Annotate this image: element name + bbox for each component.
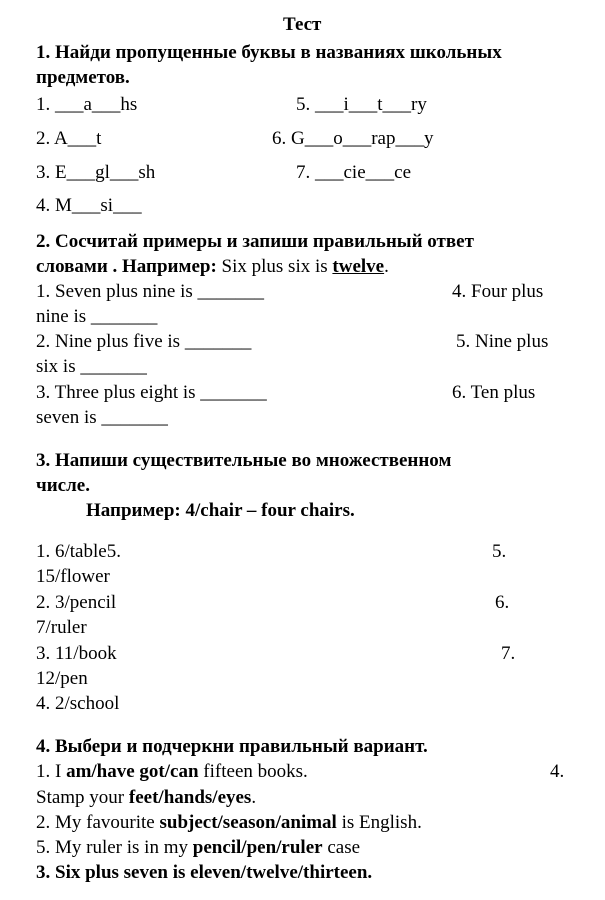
section4-heading: 4. Выбери и подчеркни правильный вариант. [36,736,428,757]
s4-line-5-post: case [322,837,361,858]
example-answer: twelve [332,256,385,277]
s4-line-5-pre: 5. My ruler is in my [36,837,193,858]
s3-line-4: 4. 2/school [36,693,120,714]
s1-item-4: 4. M___si___ [36,195,142,216]
section1-heading-cont: предметов. [36,67,130,88]
s4-line-1-pre: 1. I [36,761,67,782]
s3-line-5: 15/flower [36,566,110,587]
page-title: Тест [283,14,322,35]
s3-line-3: 3. 11/book [36,643,117,664]
s1-item-6: 6. G___o___rap___y [272,128,434,149]
s4-line-4 [36,786,256,810]
s3-line-7: 12/pen [36,668,88,689]
s4-line-1-options: am/have got/can [66,761,199,782]
example-end: . [384,256,389,277]
s3-line-6: 7/ruler [36,617,87,638]
s3-line-1: 1. 6/table5. [36,541,121,562]
s4-line-5-options: pencil/pen/ruler [192,837,323,858]
s2-line-5: 5. Nine plus [456,331,549,352]
section1-heading: 1. Найди пропущенные буквы в названиях школьных [36,42,502,63]
s4-line-5 [36,836,360,860]
s1-item-5: 5. ___i___t___ry [296,94,427,115]
s3-num-5: 5. [492,541,507,562]
s4-line-4-post: . [251,787,257,808]
s2-line-6: 6. Ten plus [452,382,536,403]
s3-line-2: 2. 3/pencil [36,592,117,613]
s4-line-4-options: feet/hands/eyes [128,787,252,808]
s4-line-2-post: is English. [336,812,422,833]
s4-line-2-pre: 2. My favourite [36,812,160,833]
section2-heading-cont [36,255,389,279]
s2-line-4: 4. Four plus [452,281,544,302]
s1-item-2: 2. A___t [36,128,102,149]
s2-line-3: 3. Three plus eight is _______ [36,382,267,403]
section3-heading-cont: числе. [36,475,90,496]
s4-line-1 [36,760,308,784]
s1-item-1: 1. ___a___hs [36,94,138,115]
s3-num-6: 6. [495,592,510,613]
s4-line-4-pre: Stamp your [36,787,129,808]
s4-line-3: 3. Six plus seven is eleven/twelve/thirteen. [36,862,373,883]
s1-item-7: 7. ___cie___ce [296,162,412,183]
section3-example: Например: 4/chair – four chairs. [86,500,355,521]
example-label: словами . Например: [36,256,217,277]
s4-line-2 [36,811,422,835]
s2-line-1: 1. Seven plus nine is _______ [36,281,264,302]
s4-line-2-options: subject/season/animal [159,812,337,833]
s4-line-1-post: fifteen books. [198,761,308,782]
s4-num-4: 4. [550,761,565,782]
section3-heading: 3. Напиши существительные во множественном [36,450,452,471]
s2-line-2: 2. Nine plus five is _______ [36,331,252,352]
s1-item-3: 3. E___gl___sh [36,162,156,183]
s2-line-5-cont: six is _______ [36,356,147,377]
s2-line-4-cont: nine is _______ [36,306,158,327]
s3-num-7: 7. [501,643,516,664]
s2-line-6-cont: seven is _______ [36,407,168,428]
example-text: Six plus six is [216,256,333,277]
section2-heading: 2. Сосчитай примеры и запиши правильный ответ [36,231,474,252]
